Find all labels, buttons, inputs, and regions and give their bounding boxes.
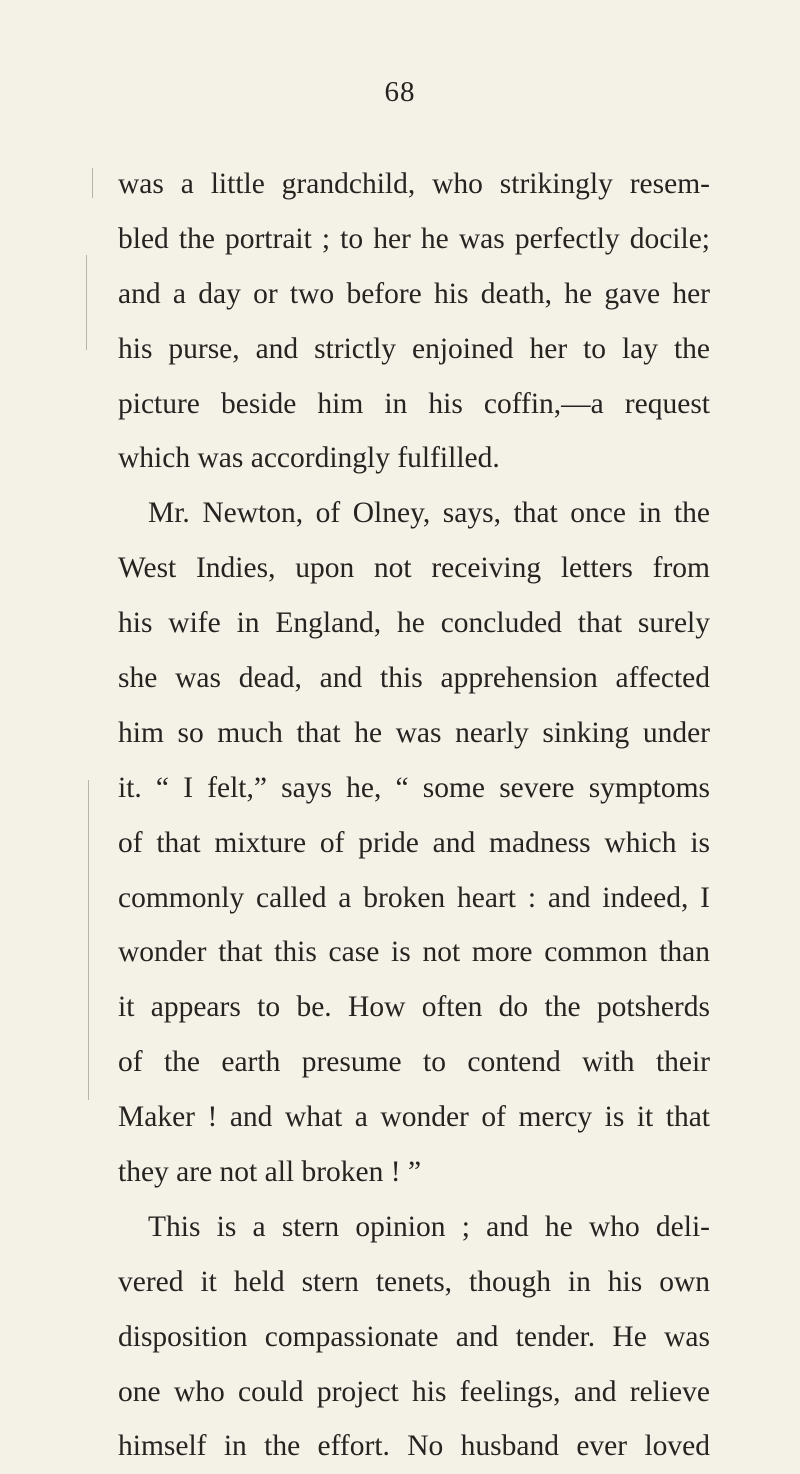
- text-line-1: was a little grandchild, who strikingly resem-: [118, 168, 710, 200]
- margin-crease-mark: [86, 255, 87, 350]
- page-number: 68: [384, 76, 416, 108]
- text-line-22: disposition compassionate and tender. He was: [118, 1320, 710, 1353]
- text-line-2: bled the portrait ; to her he was perfectly docile;: [118, 222, 710, 255]
- text-line-7: Mr. Newton, of Olney, says, that once in the: [148, 497, 710, 530]
- text-line-14: commonly called a broken heart : and indeed, I: [118, 881, 710, 914]
- text-line-4: his purse, and strictly enjoined her to lay the: [118, 332, 710, 365]
- text-line-17: of the earth presume to contend with their: [118, 1046, 710, 1079]
- text-line-24: himself in the effort. No husband ever loved: [118, 1430, 710, 1463]
- text-line-3: and a day or two before his death, he gave her: [118, 277, 710, 310]
- text-line-8: West Indies, upon not receiving letters from: [118, 552, 710, 585]
- text-line-18: Maker ! and what a wonder of mercy is it that: [118, 1101, 710, 1134]
- text-line-12: it. “ I felt,” says he, “ some severe symptoms: [118, 771, 710, 804]
- text-line-5: picture beside him in his coffin,—a request: [118, 387, 710, 420]
- text-line-15: wonder that this case is not more common than: [118, 936, 710, 969]
- text-line-13: of that mixture of pride and madness which is: [118, 826, 710, 859]
- text-line-9: his wife in England, he concluded that surely: [118, 607, 710, 640]
- margin-crease-mark: [88, 780, 89, 1100]
- margin-crease-mark: [92, 168, 93, 198]
- text-line-6: which was accordingly fulfilled.: [118, 442, 500, 475]
- body-text: [118, 157, 710, 1474]
- text-line-21: vered it held stern tenets, though in his own: [118, 1265, 710, 1298]
- text-line-19: they are not all broken ! ”: [118, 1156, 422, 1189]
- text-line-10: she was dead, and this apprehension affected: [118, 662, 710, 695]
- text-line-16: it appears to be. How often do the potsherds: [118, 991, 710, 1024]
- text-line-23: one who could project his feelings, and relieve: [118, 1375, 710, 1408]
- text-line-11: him so much that he was nearly sinking under: [118, 716, 710, 749]
- text-line-20: This is a stern opinion ; and he who deli-: [148, 1210, 710, 1243]
